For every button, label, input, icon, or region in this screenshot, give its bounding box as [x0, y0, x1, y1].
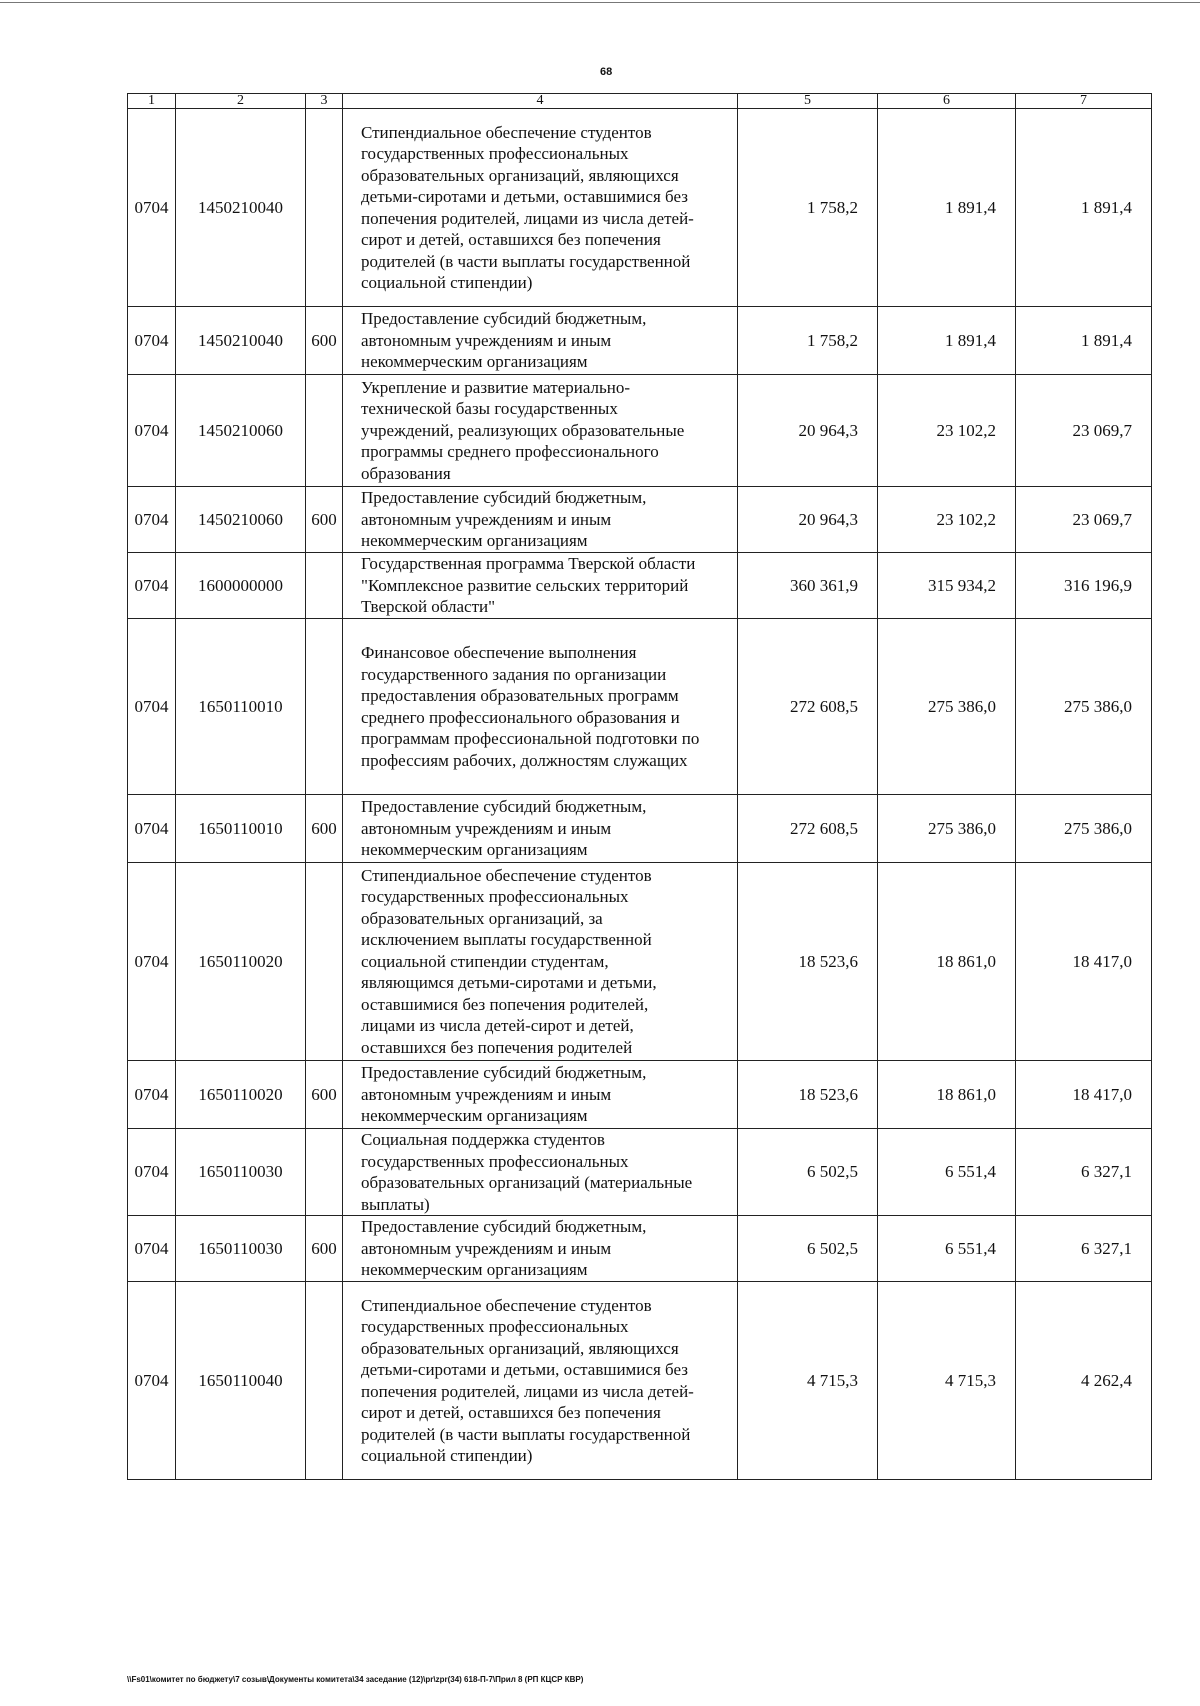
section-code: 0704 [128, 109, 176, 307]
description-line: программам профессиональной подготовки по [361, 729, 700, 748]
section-code: 0704 [128, 307, 176, 375]
amount-col-5: 20 964,3 [738, 487, 878, 553]
description-line: оставшимися без попечения родителей, [361, 994, 649, 1014]
target-article-code: 1650110010 [176, 795, 306, 863]
description-line: образовательных организаций, за [361, 908, 603, 928]
description-line: некоммерческим организациям [361, 352, 588, 372]
description-line: Предоставление субсидий бюджетным, [361, 309, 647, 329]
description-line: попечения родителей, лицами из числа детей- [361, 208, 694, 228]
header-cell-3: 3 [306, 94, 343, 109]
expense-type-code [306, 109, 343, 307]
section-code: 0704 [128, 619, 176, 795]
description-line: детьми-сиротами и детьми, оставшимися без [361, 1360, 688, 1379]
amount-col-5: 272 608,5 [738, 795, 878, 863]
description-line: технической базы государственных [361, 399, 618, 419]
section-code: 0704 [128, 1282, 176, 1480]
description-line: являющимся детьми-сиротами и детьми, [361, 973, 657, 993]
target-article-code: 1650110020 [176, 863, 306, 1061]
description-line: Предоставление субсидий бюджетным, [361, 488, 647, 508]
amount-col-7: 4 262,4 [1016, 1282, 1152, 1480]
table-row [128, 863, 1152, 1061]
description-line: Предоставление субсидий бюджетным, [361, 1217, 647, 1237]
description-line: социальной стипендии студентам, [361, 951, 609, 971]
amount-col-6: 275 386,0 [878, 795, 1016, 863]
header-cell-7: 7 [1016, 94, 1152, 109]
header-cell-6: 6 [878, 94, 1016, 109]
amount-col-6: 1 891,4 [878, 307, 1016, 375]
footer-file-path: \\Fs01\комитет по бюджету\7 созыв\Документы комитета\34 заседание (12)\pr\zpr(34) 618-П-7\Прил 8 (РП КЦСР КВР) [127, 1675, 584, 1684]
expense-type-code [306, 375, 343, 487]
description-line: образовательных организаций, являющихся [361, 165, 679, 185]
expense-type-code: 600 [306, 1061, 343, 1129]
description-line: сирот и детей, оставшихся без попечения [361, 1403, 661, 1422]
description-line: Тверской области" [361, 597, 496, 617]
header-cell-4: 4 [343, 94, 738, 109]
table-row [128, 553, 1152, 619]
target-article-code: 1650110030 [176, 1216, 306, 1282]
amount-col-7: 23 069,7 [1016, 487, 1152, 553]
target-article-code: 1450210040 [176, 307, 306, 375]
amount-col-5: 272 608,5 [738, 619, 878, 795]
amount-col-5: 18 523,6 [738, 863, 878, 1061]
amount-col-6: 315 934,2 [878, 553, 1016, 619]
expense-type-code [306, 863, 343, 1061]
expense-type-code: 600 [306, 307, 343, 375]
table-header-row [128, 94, 1152, 109]
amount-col-7: 1 891,4 [1016, 307, 1152, 375]
description-line: Социальная поддержка студентов [361, 1130, 605, 1149]
description-line: образовательных организаций, являющихся [361, 1338, 679, 1358]
budget-table [127, 93, 1152, 1480]
amount-col-5: 20 964,3 [738, 375, 878, 487]
expense-type-code [306, 1282, 343, 1480]
description-line: автономным учреждениям и иным [361, 330, 612, 350]
description-line: лицами из числа детей-сирот и детей, [361, 1016, 634, 1036]
expense-type-code: 600 [306, 487, 343, 553]
section-code: 0704 [128, 863, 176, 1061]
section-code: 0704 [128, 375, 176, 487]
description-line: образования [361, 463, 451, 483]
header-cell-2: 2 [176, 94, 306, 109]
amount-col-7: 18 417,0 [1016, 1061, 1152, 1129]
description-line: образовательных организаций (материальные [361, 1173, 693, 1192]
target-article-code: 1650110020 [176, 1061, 306, 1129]
amount-col-7: 316 196,9 [1016, 553, 1152, 619]
amount-col-7: 6 327,1 [1016, 1129, 1152, 1216]
description-cell [343, 795, 738, 863]
expense-type-code: 600 [306, 1216, 343, 1282]
table-row [128, 1061, 1152, 1129]
description-line: Предоставление субсидий бюджетным, [361, 1063, 647, 1083]
amount-col-7: 1 891,4 [1016, 109, 1152, 307]
description-cell [343, 109, 738, 307]
amount-col-7: 18 417,0 [1016, 863, 1152, 1061]
description-line: родителей (в части выплаты государственной [361, 251, 691, 271]
table-row [128, 1129, 1152, 1216]
amount-col-7: 275 386,0 [1016, 619, 1152, 795]
amount-col-5: 6 502,5 [738, 1129, 878, 1216]
description-line: автономным учреждениям и иным [361, 818, 612, 838]
table-row [128, 1282, 1152, 1480]
amount-col-6: 4 715,3 [878, 1282, 1016, 1480]
description-line: исключением выплаты государственной [361, 930, 652, 950]
header-cell-5: 5 [738, 94, 878, 109]
description-cell [343, 375, 738, 487]
amount-col-5: 4 715,3 [738, 1282, 878, 1480]
amount-col-5: 1 758,2 [738, 109, 878, 307]
description-line: попечения родителей, лицами из числа детей- [361, 1381, 694, 1401]
target-article-code: 1450210040 [176, 109, 306, 307]
description-cell [343, 307, 738, 375]
amount-col-5: 6 502,5 [738, 1216, 878, 1282]
amount-col-7: 23 069,7 [1016, 375, 1152, 487]
section-code: 0704 [128, 1061, 176, 1129]
expense-type-code: 600 [306, 795, 343, 863]
description-line: автономным учреждениям и иным [361, 509, 612, 529]
amount-col-6: 18 861,0 [878, 863, 1016, 1061]
description-line: предоставления образовательных программ [361, 686, 679, 705]
description-line: социальной стипендии) [361, 1446, 533, 1465]
description-line: некоммерческим организациям [361, 840, 588, 860]
description-line: Стипендиальное обеспечение студентов [361, 122, 652, 142]
expense-type-code [306, 553, 343, 619]
target-article-code: 1650110030 [176, 1129, 306, 1216]
description-cell [343, 1282, 738, 1480]
target-article-code: 1450210060 [176, 375, 306, 487]
expense-type-code [306, 619, 343, 795]
amount-col-5: 18 523,6 [738, 1061, 878, 1129]
section-code: 0704 [128, 553, 176, 619]
expense-type-code [306, 1129, 343, 1216]
table-row [128, 1216, 1152, 1282]
target-article-code: 1600000000 [176, 553, 306, 619]
amount-col-6: 275 386,0 [878, 619, 1016, 795]
header-cell-1: 1 [128, 94, 176, 109]
description-line: автономным учреждениям и иным [361, 1084, 612, 1104]
description-line: "Комплексное развитие сельских территорий [361, 575, 689, 595]
description-line: Государственная программа Тверской области [361, 554, 696, 574]
amount-col-7: 6 327,1 [1016, 1216, 1152, 1282]
description-line: оставшихся без попечения родителей [361, 1037, 633, 1057]
section-code: 0704 [128, 795, 176, 863]
amount-col-6: 6 551,4 [878, 1129, 1016, 1216]
description-line: детьми-сиротами и детьми, оставшимися без [361, 187, 688, 206]
table-row [128, 619, 1152, 795]
description-line: выплаты) [361, 1194, 430, 1214]
table-row [128, 307, 1152, 375]
description-line: профессиям рабочих, должностям служащих [361, 750, 688, 770]
description-line: программы среднего профессионального [361, 442, 659, 462]
table-row [128, 487, 1152, 553]
target-article-code: 1450210060 [176, 487, 306, 553]
amount-col-7: 275 386,0 [1016, 795, 1152, 863]
table-row [128, 795, 1152, 863]
description-line: Стипендиальное обеспечение студентов [361, 1295, 652, 1315]
amount-col-5: 1 758,2 [738, 307, 878, 375]
page-number: 68 [600, 66, 613, 78]
description-line: Предоставление субсидий бюджетным, [361, 797, 647, 817]
description-line: государственных профессиональных [361, 887, 629, 907]
amount-col-5: 360 361,9 [738, 553, 878, 619]
description-cell [343, 553, 738, 619]
target-article-code: 1650110040 [176, 1282, 306, 1480]
description-line: государственных профессиональных [361, 1151, 629, 1171]
target-article-code: 1650110010 [176, 619, 306, 795]
description-cell [343, 619, 738, 795]
amount-col-6: 1 891,4 [878, 109, 1016, 307]
description-line: Финансовое обеспечение выполнения [361, 643, 637, 662]
description-line: государственного задания по организации [361, 664, 667, 684]
table-row [128, 375, 1152, 487]
top-rule [0, 2, 1200, 3]
description-cell [343, 1216, 738, 1282]
description-line: родителей (в части выплаты государственной [361, 1424, 691, 1444]
description-line: автономным учреждениям и иным [361, 1238, 612, 1258]
amount-col-6: 23 102,2 [878, 375, 1016, 487]
description-line: некоммерческим организациям [361, 531, 588, 551]
description-line: сирот и детей, оставшихся без попечения [361, 230, 661, 249]
amount-col-6: 18 861,0 [878, 1061, 1016, 1129]
description-line: Стипендиальное обеспечение студентов [361, 865, 652, 885]
section-code: 0704 [128, 1129, 176, 1216]
description-cell [343, 1129, 738, 1216]
description-line: Укрепление и развитие материально- [361, 377, 631, 397]
description-cell [343, 863, 738, 1061]
amount-col-6: 6 551,4 [878, 1216, 1016, 1282]
description-line: некоммерческим организациям [361, 1106, 588, 1126]
description-line: государственных профессиональных [361, 144, 629, 163]
section-code: 0704 [128, 487, 176, 553]
description-cell [343, 487, 738, 553]
description-line: некоммерческим организациям [361, 1260, 588, 1280]
description-line: среднего профессионального образования и [361, 707, 680, 727]
table-row [128, 109, 1152, 307]
section-code: 0704 [128, 1216, 176, 1282]
description-line: учреждений, реализующих образовательные [361, 420, 685, 440]
description-line: государственных профессиональных [361, 1317, 629, 1336]
description-cell [343, 1061, 738, 1129]
amount-col-6: 23 102,2 [878, 487, 1016, 553]
description-line: социальной стипендии) [361, 273, 533, 292]
